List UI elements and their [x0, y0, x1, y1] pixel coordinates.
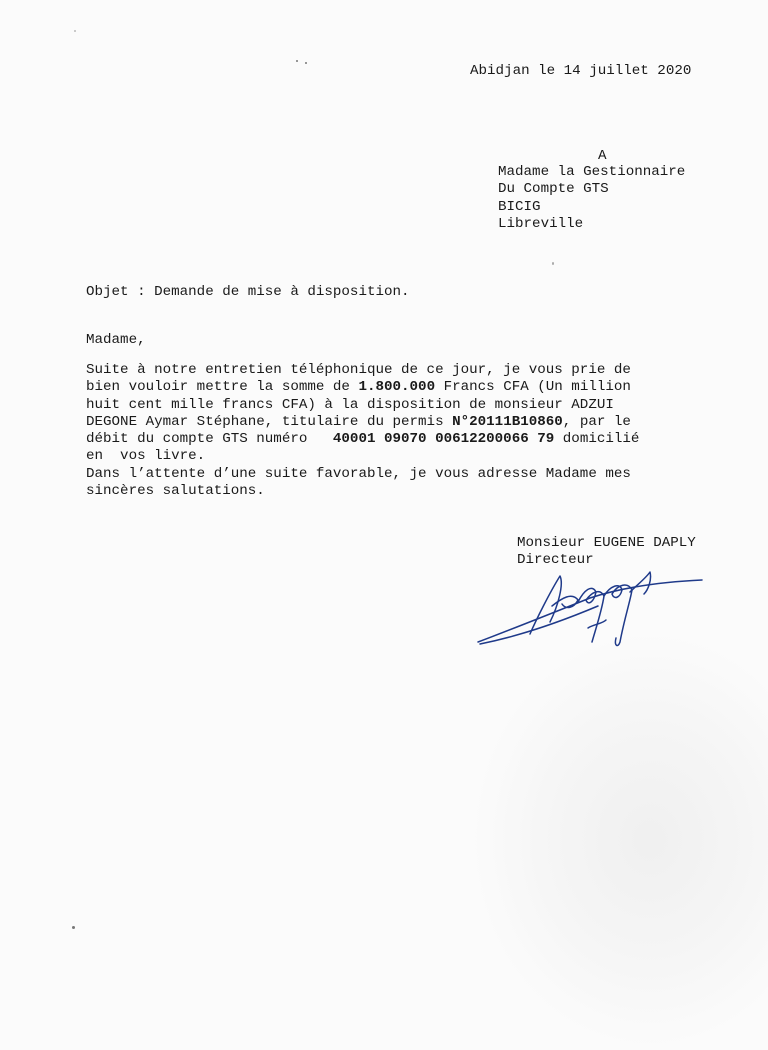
body-line-3: huit cent mille francs CFA) à la disposition de monsieur ADZUI	[86, 396, 614, 413]
paper-speck	[74, 30, 76, 32]
recipient-block	[498, 164, 685, 233]
body-line-4: DEGONE Aymar Stéphane, titulaire du permis N°20111B10860, par le	[86, 413, 631, 430]
paper-speck	[72, 926, 75, 929]
body-line-6: en vos livre.	[86, 448, 206, 465]
recipient-line-4: Libreville	[498, 215, 584, 232]
account-number: 40001 09070 00612200066 79	[332, 431, 555, 448]
paper-speck	[552, 262, 554, 265]
paper-speck	[305, 62, 307, 64]
recipient-prefix: A	[598, 148, 607, 164]
body-line-5: débit du compte GTS numéro 40001 09070 00612200066 79 domicilié	[86, 431, 640, 448]
subject-line: Objet : Demande de mise à disposition.	[86, 284, 410, 300]
closing-line-1: Dans l’attente d’une suite favorable, je vous adresse Madame mes	[86, 466, 631, 482]
paper-speck	[296, 60, 298, 62]
body-line-1: Suite à notre entretien téléphonique de ce jour, je vous prie de	[86, 362, 631, 378]
closing-paragraph	[86, 466, 631, 501]
closing-line-2: sincères salutations.	[86, 483, 265, 500]
paper-shadow	[470, 630, 768, 1050]
body-paragraph	[86, 362, 639, 466]
handwritten-signature	[470, 562, 710, 657]
recipient-line-2: Du Compte GTS	[498, 181, 609, 198]
salutation: Madame,	[86, 332, 146, 348]
recipient-line-3: BICIG	[498, 198, 541, 215]
signer-name: Monsieur EUGENE DAPLY	[517, 535, 696, 551]
body-line-2: bien vouloir mettre la somme de 1.800.000 Francs CFA (Un million	[86, 379, 631, 396]
permit-number: N°20111B10860	[452, 413, 563, 430]
signer-title: Directeur	[517, 552, 594, 569]
recipient-line-1: Madame la Gestionnaire	[498, 164, 686, 180]
amount: 1.800.000	[358, 379, 436, 396]
date-line: Abidjan le 14 juillet 2020	[470, 63, 692, 79]
